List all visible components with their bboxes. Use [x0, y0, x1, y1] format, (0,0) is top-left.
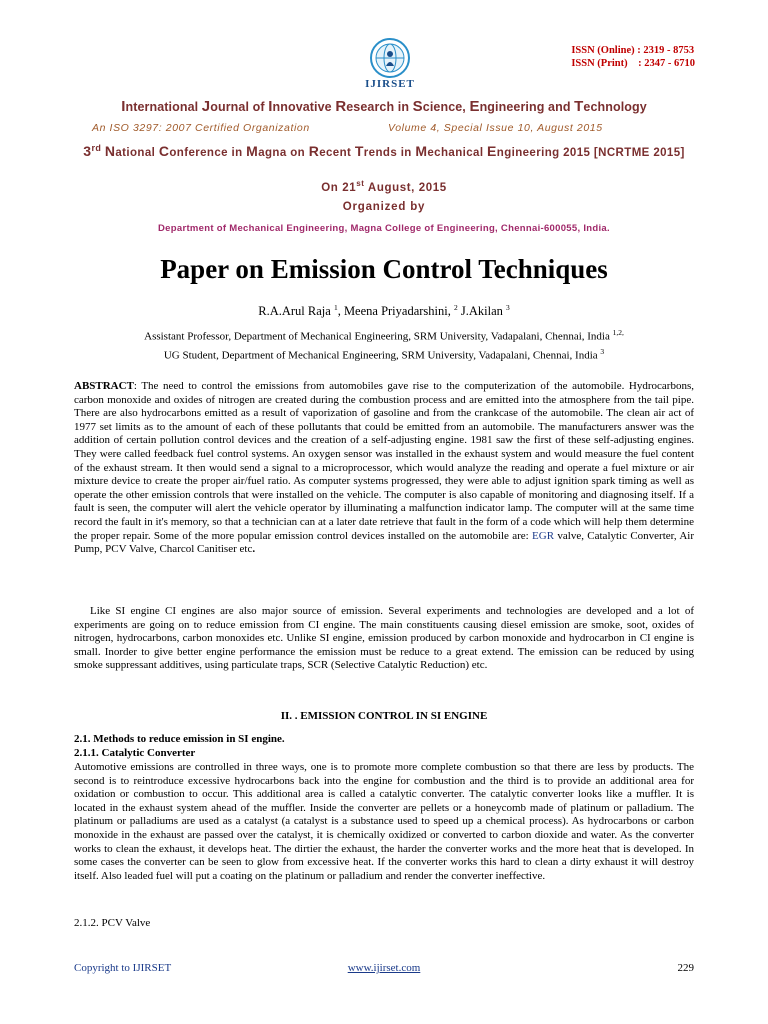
- authors: [0, 303, 768, 319]
- conf-part: ecent: [319, 146, 355, 159]
- conf-cap: R: [308, 142, 320, 159]
- affiliation-sup: 3: [600, 347, 605, 356]
- title-cap: E: [469, 98, 480, 115]
- affiliation-1: [0, 328, 768, 343]
- date-sup: st: [356, 179, 365, 188]
- title-cap: S: [412, 98, 423, 115]
- subsection-heading: 2.1.1. Catalytic Converter: [74, 747, 196, 759]
- author: , Meena Priyadarshini,: [337, 304, 454, 319]
- affiliation-2: [0, 347, 768, 362]
- date-suffix: August, 2015: [364, 181, 447, 194]
- title-part: cience,: [422, 100, 470, 114]
- conf-cap: T: [354, 142, 364, 159]
- conf-cap: M: [246, 142, 259, 159]
- title-part: nnovative: [272, 100, 336, 114]
- title-part: esearch in: [346, 100, 413, 114]
- footer-copyright: Copyright to IJIRSET: [74, 962, 172, 974]
- conf-part: onference in: [169, 146, 247, 159]
- title-part: ournal of: [210, 100, 269, 114]
- conf-cap: C: [158, 142, 170, 159]
- abstract-end: valve, Catalytic Converter, Air Pump, PCV Valve, Charcol Canitiser etc: [74, 529, 695, 556]
- subsection-heading: 2.1.2. PCV Valve: [74, 917, 151, 929]
- page-number: 229: [677, 962, 694, 974]
- author-sup: 1: [333, 303, 338, 312]
- subsection-heading: 2.1. Methods to reduce emission in SI engine.: [74, 733, 285, 745]
- footer-website: [0, 962, 768, 974]
- affiliation-text: UG Student, Department of Mechanical Engineering, SRM University, Vadapalani, Chennai, India: [163, 349, 601, 362]
- paper-title: Paper on Emission Control Techniques: [160, 254, 608, 284]
- iso-certification: An ISO 3297: 2007 Certified Organization: [92, 122, 310, 134]
- title-cap: I: [268, 98, 273, 115]
- organizing-department: Department of Mechanical Engineering, Magna College of Engineering, Chennai-600055, India.: [158, 223, 610, 234]
- conf-part: echanical: [427, 146, 488, 159]
- title-cap: T: [574, 98, 584, 115]
- abstract-egr: EGR: [532, 529, 555, 542]
- conf-cap: N: [104, 142, 116, 159]
- volume-issue: Volume 4, Special Issue 10, August 2015: [388, 122, 603, 134]
- date-prefix: On 21: [321, 181, 357, 194]
- conf-part: agna on: [258, 146, 309, 159]
- paragraph-catalytic-converter: Automotive emissions are controlled in three ways, one is to promote more complete combustion so that there are less by products. The second is to reintroduce excessive hydrocarbons back into the engine for combustion and the third is to provide an additional area for oxidation or combustion to occur. This additional area is called a catalytic converter. The catalytic converter looks like a muffler. It is located in the exhaust system ahead of the muffler. Inside the converter are pellets or a honeycomb made of platinum or palladium. The platinum or palladiums are used as a catalyst (a catalyst is a substance used to speed up a chemical process). As hydrocarbons or carbon monoxide in the exhaust are passed over the catalyst, it is chemically oxidized or converted to carbon dioxide and water. As the converter works to clean the exhaust, it develops heat. The dirtier the exhaust, the harder the converter works and the more heat that is developed. In some cases the converter can be seen to glow from excessive heat. If the converter works this hard to clean a dirty exhaust it will destroy itself. Also leaded fuel will put a coating on the platinum or palladium and render the converter ineffective.: [74, 761, 694, 882]
- author: J.Akilan: [457, 304, 506, 319]
- title-part: nternational: [125, 100, 202, 114]
- section-heading: II. . EMISSION CONTROL IN SI ENGINE: [280, 710, 488, 722]
- issn-online: ISSN (Online) : 2319 - 8753: [571, 45, 695, 56]
- author-sup: 2: [453, 303, 458, 312]
- title-cap: R: [335, 98, 347, 115]
- conference-suffix: rd: [91, 143, 102, 153]
- logo-text: IJIRSET: [365, 78, 415, 90]
- title-part: echnology: [583, 100, 647, 114]
- conf-part: ngineering 2015 [NCRTME 2015]: [496, 146, 685, 159]
- title-part: ngineering and: [479, 100, 575, 114]
- abstract-label: ABSTRACT: [74, 380, 134, 392]
- website-link[interactable]: www.ijirset.com: [347, 962, 421, 974]
- conf-part: rends in: [363, 146, 416, 159]
- globe-icon: [368, 36, 412, 80]
- conf-cap: E: [487, 142, 497, 159]
- conference-number: 3: [83, 142, 92, 159]
- abstract-dot: .: [252, 543, 256, 556]
- conference-date: [0, 179, 768, 194]
- abstract: [74, 380, 694, 557]
- conf-part: ational: [115, 146, 159, 159]
- issn-print: ISSN (Print) : 2347 - 6710: [571, 58, 695, 69]
- affiliation-text: Assistant Professor, Department of Mechanical Engineering, SRM University, Vadapalani, Chennai, India: [144, 330, 613, 343]
- author: R.A.Arul Raja: [258, 304, 331, 319]
- organized-by: Organized by: [342, 201, 426, 213]
- paragraph-ci-engine: Like SI engine CI engines are also major source of emission. Several experiments and technologies are developed and a lot of experiments are going on to reduce emission from CI engine. The main constituents causing diesel emission are smoke, soot, oxides of nitrogen, hydrocarbons, carbon monoxides etc. Unlike SI engine, emission produced by carbon monoxide and hydrocarbon in CI engine is small. Inorder to give better engine performance the emission must be reduce to a great extend. The emission can be reduced by using smoke suppressant additives, using particulate traps, SCR (Selective Catalytic Reduction) etc.: [74, 605, 694, 672]
- conference-title: [70, 138, 698, 163]
- title-cap: J: [201, 98, 211, 115]
- journal-logo: [356, 36, 424, 96]
- affiliation-sup: 1,2,: [612, 328, 624, 337]
- abstract-text: : The need to control the emissions from automobiles gave rise to the computerization of the automobile. Hydrocarbons, carbon monoxide and oxides of nitrogen are created during the combustion process and are emitted into the atmosphere from the tail pipe. There are also hydrocarbons emitted as a result of vaporization of gasoline and from the crankcase of the automobile. The clean air act of 1977 set limits as to the amount of each of these pollutants that could be emitted from an automobile. The manufacturers answer was the addition of certain pollution control devices and the creation of a self-adjusting engine. 1981 saw the first of these self-adjusting engines. They were called feedback fuel control systems. An oxygen sensor was installed in the exhaust system and would measure the fuel content of the exhaust stream. It then would send a signal to a microprocessor, which would analyze the reading and operate a fuel mixture or air mixture device to create the proper air/fuel ratio. As computer systems progressed, they were able to adjust ignition spark timing as well as operate the other emission controls that were installed on the vehicle. The computer is also capable of monitoring and diagnosing itself. If a fault is seen, the computer will alert the vehicle operator by illuminating a malfunction indicator lamp. The computer will at the same time record the fault in it's memory, so that a technician can at a later date retrieve that fault in the form of a code which will help them determine the proper repair. Some of the more popular emission control devices installed on the automobile are:: [74, 380, 694, 542]
- conf-cap: M: [415, 142, 428, 159]
- title-cap: I: [121, 98, 126, 115]
- journal-title: [0, 98, 768, 115]
- author-sup: 3: [506, 303, 510, 312]
- issn-block: [571, 44, 695, 70]
